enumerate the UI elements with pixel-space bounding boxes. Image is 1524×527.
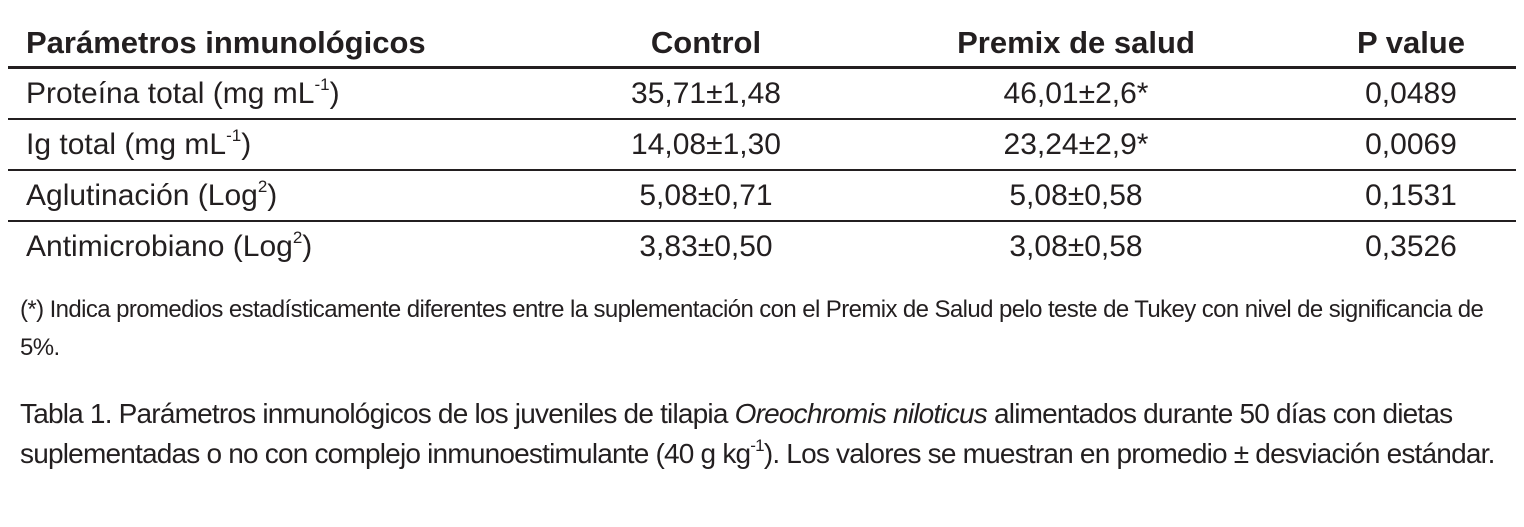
cell-parameter — [8, 221, 566, 271]
parameter-name: Antimicrobiano (Log — [26, 229, 293, 263]
cell-p-value: 0,0489 — [1306, 68, 1516, 120]
parameter-name: Proteína total (mg mL — [26, 76, 315, 110]
cell-premix: 3,08±0,58 — [1009, 229, 1143, 263]
parameter-unit-exponent: 2 — [292, 227, 303, 247]
cell-control: 5,08±0,71 — [566, 170, 846, 221]
cell-premix: 23,24±2,9* — [846, 119, 1306, 170]
parameter-unit-close: ) — [329, 76, 340, 110]
parameter-name: Ig total (mg mL — [26, 127, 227, 161]
cell-premix: 46,01±2,6* — [846, 68, 1306, 120]
cell-p-value: 0,1531 — [1306, 170, 1516, 221]
caption-text-end: ). Los valores se muestran en promedio ± desviación estándar. — [763, 438, 1495, 469]
table-footnote: (*) Indica promedios estadísticamente diferentes entre la suplementación con el Premix de Salud pelo teste de Tukey con nivel de significancia de 5%. — [20, 296, 1484, 361]
parameter-unit-close: ) — [241, 127, 252, 161]
header-parameters: Parámetros inmunológicos — [8, 20, 566, 68]
caption-species-name: Oreochromis niloticus — [734, 398, 988, 429]
table-body — [8, 68, 1516, 272]
cell-p-value: 0,3526 — [1365, 229, 1457, 263]
cell-parameter — [8, 119, 566, 170]
immunological-parameters-table — [8, 20, 1516, 271]
table-row — [8, 119, 1516, 170]
cell-premix: 5,08±0,58 — [846, 170, 1306, 221]
table-row — [8, 170, 1516, 221]
parameter-unit-close: ) — [267, 178, 278, 212]
header-p-value: P value — [1306, 20, 1516, 68]
caption-text-start: Tabla 1. Parámetros inmunológicos de los juveniles de tilapia — [20, 398, 735, 429]
table-row — [8, 221, 1516, 271]
parameter-name: Aglutinación (Log — [26, 178, 258, 212]
cell-p-value: 0,0069 — [1306, 119, 1516, 170]
table-caption — [20, 394, 1500, 474]
cell-control: 3,83±0,50 — [639, 229, 773, 263]
cell-control: 35,71±1,48 — [566, 68, 846, 120]
parameter-unit-exponent: -1 — [226, 125, 242, 145]
parameter-unit-exponent: -1 — [314, 74, 330, 94]
cell-control: 14,08±1,30 — [566, 119, 846, 170]
cell-parameter — [8, 68, 566, 120]
header-control: Control — [566, 20, 846, 68]
header-premix: Premix de salud — [846, 20, 1306, 68]
caption-unit-exponent: -1 — [750, 435, 764, 455]
parameter-unit-exponent: 2 — [257, 176, 268, 196]
header-row — [8, 20, 1516, 68]
parameter-unit-close: ) — [302, 229, 313, 263]
table-header — [8, 20, 1516, 68]
caption-text-middle: alimentados durante 50 días con dietas suplementadas o no con complejo inmunoestimulante (40 g kg — [20, 398, 1453, 469]
cell-parameter — [8, 170, 566, 221]
table-row — [8, 68, 1516, 120]
results-table-container — [8, 20, 1498, 271]
